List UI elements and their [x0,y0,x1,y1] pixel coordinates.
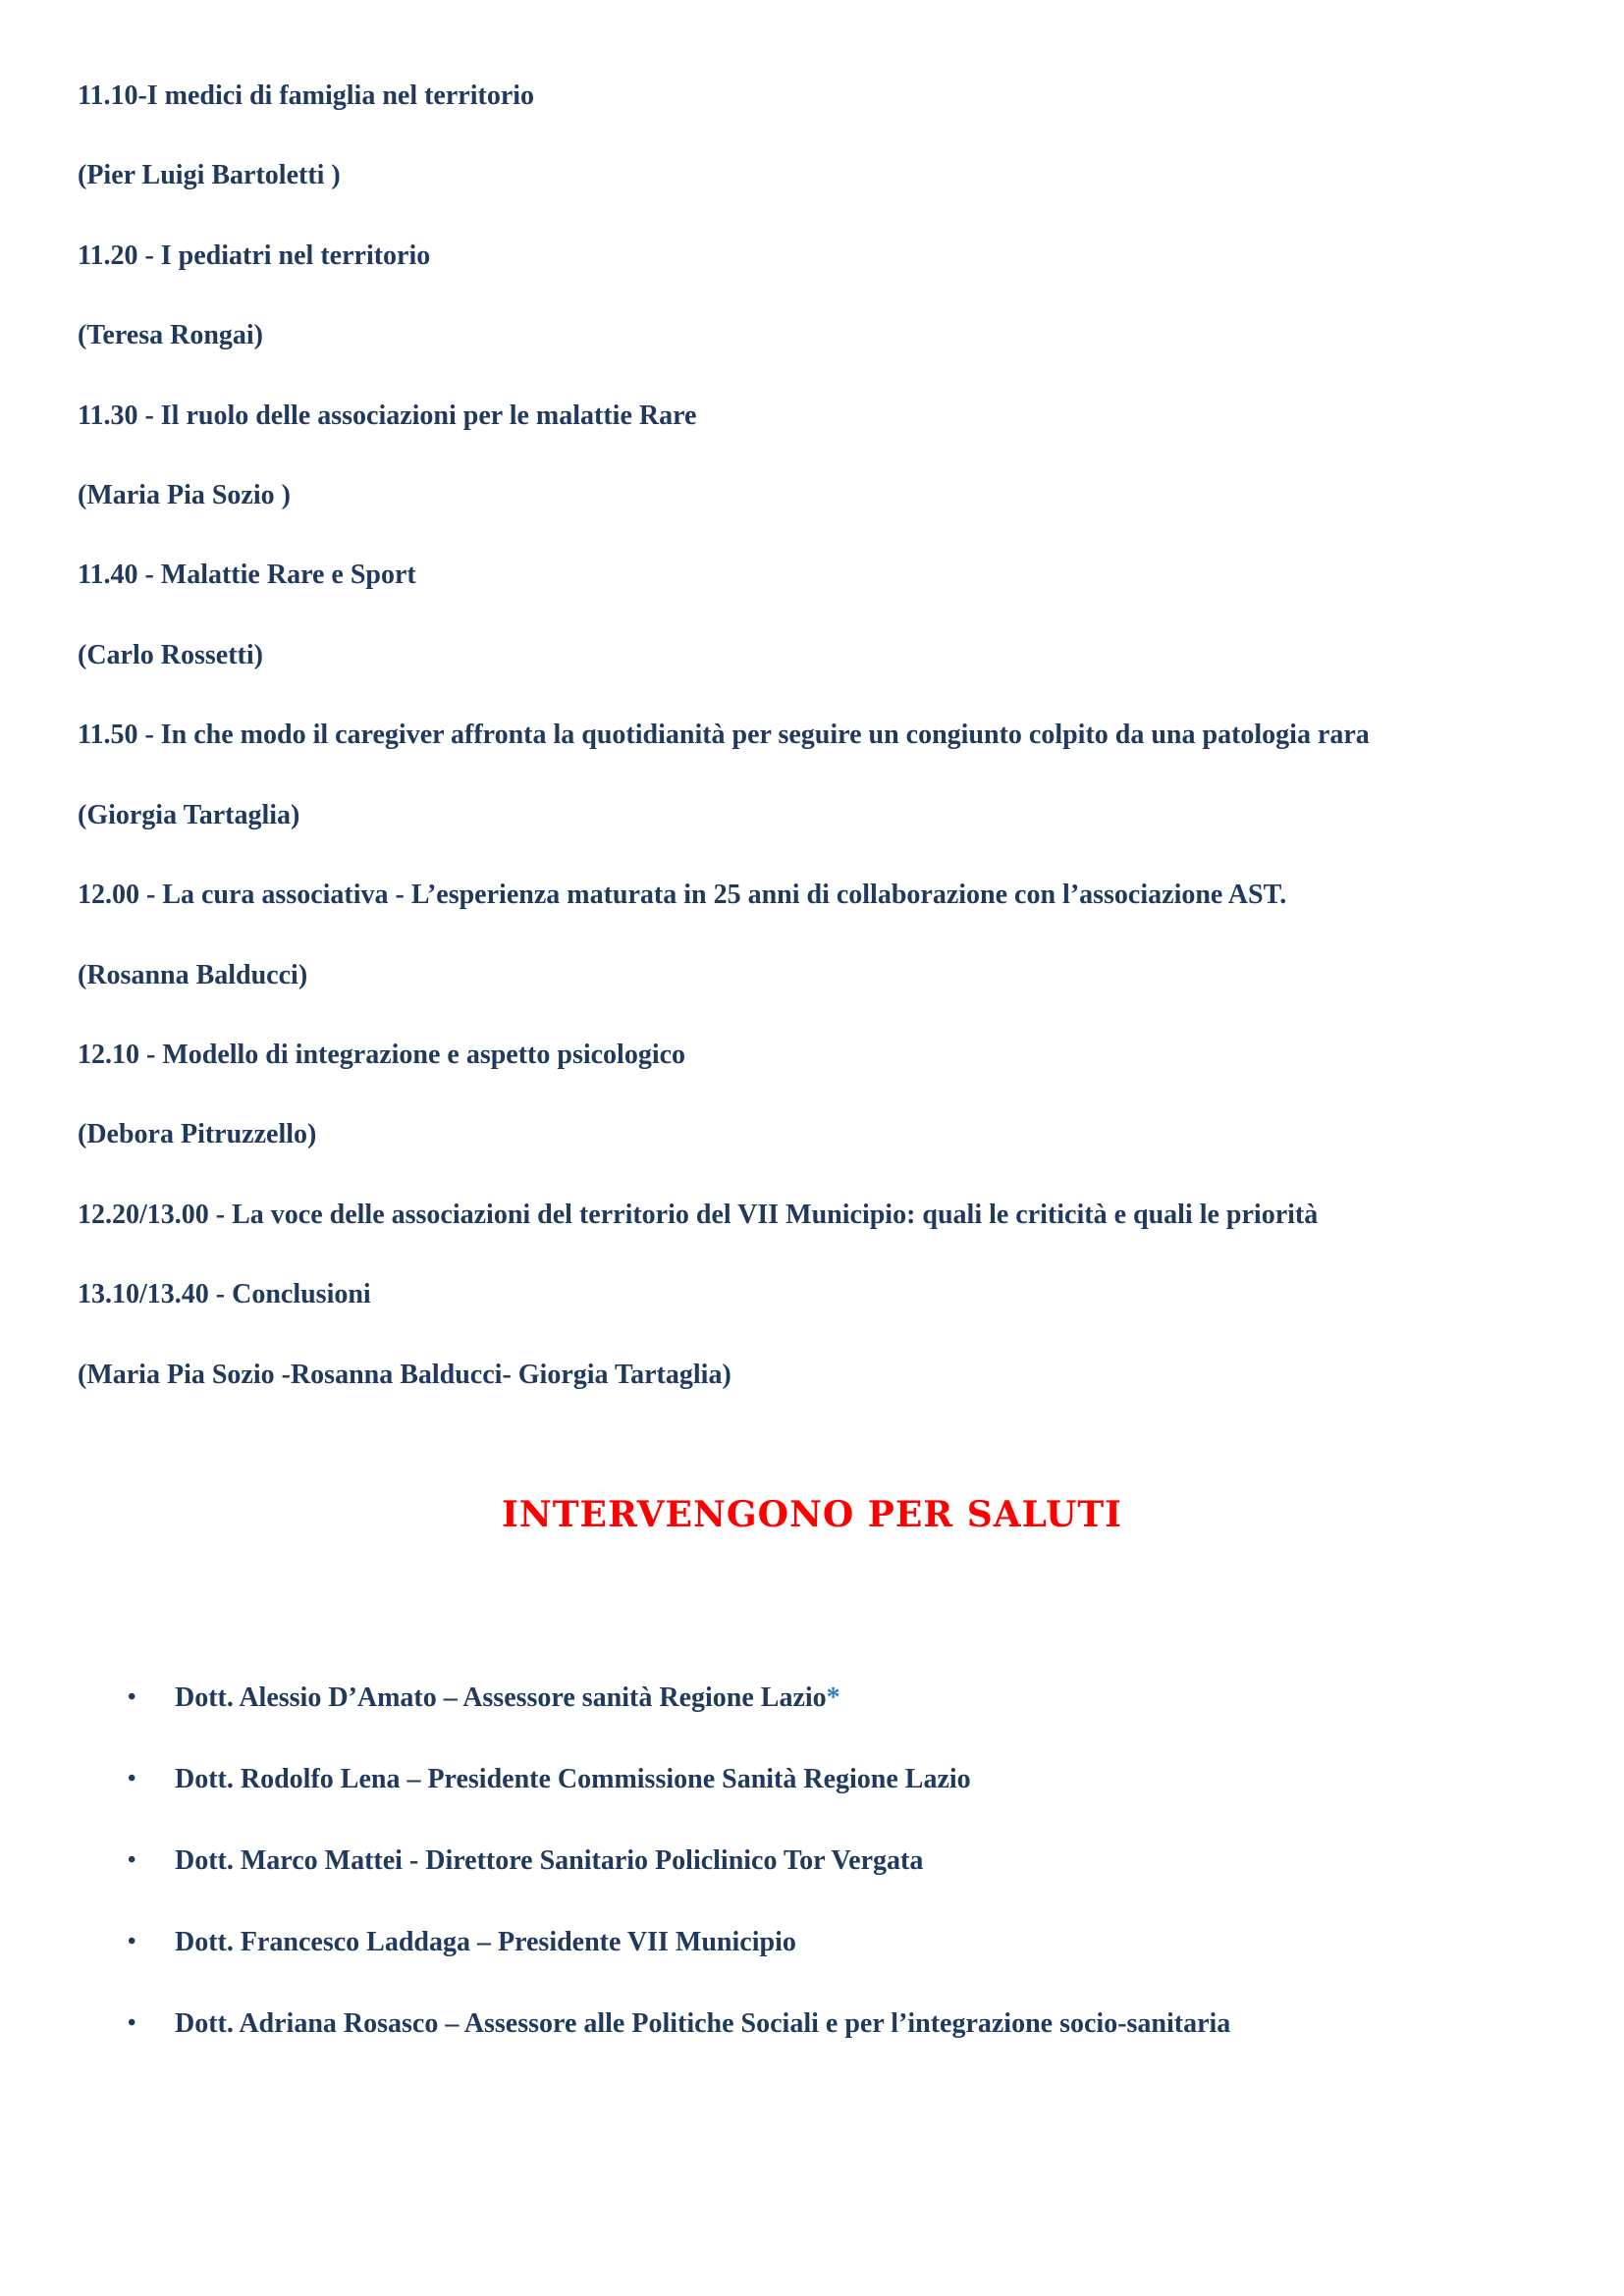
guest-text: Dott. Adriana Rosasco – Assessore alle Politiche Sociali e per l’integrazione socio-sanitaria [175,2008,1231,2039]
speakers-conclusions: (Maria Pia Sozio -Rosanna Balducci- Giorgia Tartaglia) [78,1360,731,1390]
schedule-item-1210: 12.10 - Modello di integrazione e aspetto psicologico [78,1040,686,1070]
speaker-rongai: (Teresa Rongai) [78,320,263,350]
schedule-item-1200: 12.00 - La cura associativa - L’esperienza maturata in 25 anni di collaborazione con l’associazione AST. [78,880,1287,910]
guest-text: Dott. Francesco Laddaga – Presidente VII Municipio [175,1927,796,1957]
speaker-balducci: (Rosanna Balducci) [78,960,308,990]
speaker-bartoletti: (Pier Luigi Bartoletti ) [78,160,341,190]
guest-list-item [128,1762,971,1796]
schedule-item-1120: 11.20 - I pediatri nel territorio [78,240,431,271]
guest-text: Dott. Marco Mattei - Direttore Sanitario Policlinico Tor Vergata [175,1845,924,1876]
note-mark: * [826,1682,840,1713]
schedule-item-1110: 11.10-I medici di famiglia nel territorio [78,80,535,111]
bullet-icon: • [128,2010,136,2036]
guest-text: Dott. Rodolfo Lena – Presidente Commissione Sanità Regione Lazio [175,1764,971,1794]
speaker-pitruzzello: (Debora Pitruzzello) [78,1119,317,1149]
guest-list-item [128,2006,1230,2041]
guest-list-item [128,1681,840,1715]
bullet-icon: • [128,1766,136,1791]
speaker-tartaglia: (Giorgia Tartaglia) [78,800,300,830]
guest-list-item [128,1925,796,1959]
bullet-icon: • [128,1929,136,1954]
section-heading: INTERVENGONO PER SALUTI [501,1494,1123,1535]
guest-list-item [128,1843,923,1878]
schedule-item-1140: 11.40 - Malattie Rare e Sport [78,560,416,590]
schedule-item-1310: 13.10/13.40 - Conclusioni [78,1279,371,1309]
schedule-item-1220: 12.20/13.00 - La voce delle associazioni del territorio del VII Municipio: quali le criticità e quali le priorità [78,1200,1319,1230]
schedule-item-1150: 11.50 - In che modo il caregiver affronta la quotidianità per seguire un congiunto colpito da una patologia rara [78,720,1370,750]
speaker-sozio: (Maria Pia Sozio ) [78,480,291,510]
bullet-icon: • [128,1847,136,1873]
guest-text: Dott. Alessio D’Amato – Assessore sanità Regione Lazio [175,1682,827,1713]
speaker-rossetti: (Carlo Rossetti) [78,640,263,670]
bullet-icon: • [128,1684,136,1710]
schedule-item-1130: 11.30 - Il ruolo delle associazioni per le malattie Rare [78,400,697,431]
